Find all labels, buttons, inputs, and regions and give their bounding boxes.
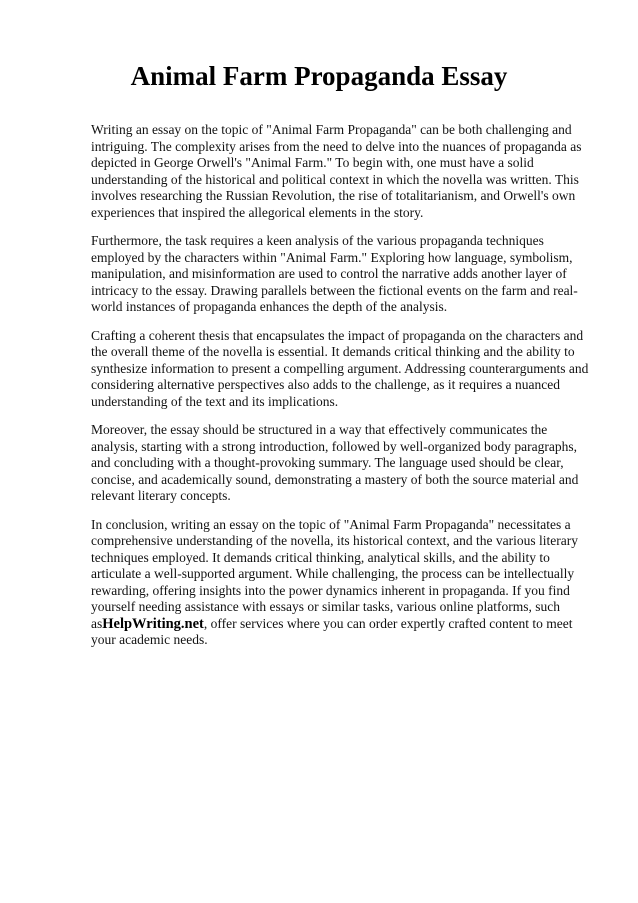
conclusion-text-before: In conclusion, writing an essay on the topic of "Animal Farm Propaganda" necessitates a comprehensive understanding of the novella, its historical context, and the various literary techniques employed. It demands critical thinking, analytical skills, and the ability to articulate a well-supported argument. While challenging, the process can be intellectually rewarding, offering insights into the power dynamics inherent in propaganda. If you find yourself needing assistance with essays or similar tasks, various online platforms, such as — [91, 516, 578, 631]
paragraph-structure: Moreover, the essay should be structured in a way that effectively communicates the analysis, starting with a strong introduction, followed by well-organized body paragraphs, and concluding with a thought-provoking summary. The language used should be clear, concise, and academically sound, demonstrating a mastery of both the source material and relevant literary concepts. — [91, 422, 579, 503]
conclusion-text-after: , offer services where you can order expertly crafted content to meet your academic needs. — [91, 615, 573, 647]
paragraph-conclusion — [91, 517, 596, 649]
helpwriting-site-name: HelpWriting.net — [102, 615, 204, 632]
paragraph-techniques: Furthermore, the task requires a keen analysis of the various propaganda techniques employed by the characters within "Animal Farm." Exploring how language, symbolism, manipulation, and misinformation are used to control the narrative adds another layer of intricacy to the essay. Drawing parallels between the fictional events on the farm and real-world instances of propaganda enhances the depth of the analysis. — [91, 233, 578, 314]
document-title: Animal Farm Propaganda Essay — [130, 61, 508, 91]
paragraph-intro: Writing an essay on the topic of "Animal Farm Propaganda" can be both challenging and intriguing. The complexity arises from the need to delve into the nuances of propaganda as depicted in George Orwell's "Animal Farm." To begin with, one must have a solid understanding of the historical and political context in which the novella was written. This involves researching the Russian Revolution, the rise of totalitarianism, and Orwell's own experiences that inspired the allegorical elements in the story. — [91, 122, 582, 220]
paragraph-thesis: Crafting a coherent thesis that encapsulates the impact of propaganda on the characters and the overall theme of the novella is essential. It demands critical thinking and the ability to synthesize information to present a compelling argument. Addressing counterarguments and considering alternative perspectives also adds to the challenge, as it requires a nuanced understanding of the text and its implications. — [91, 327, 589, 409]
